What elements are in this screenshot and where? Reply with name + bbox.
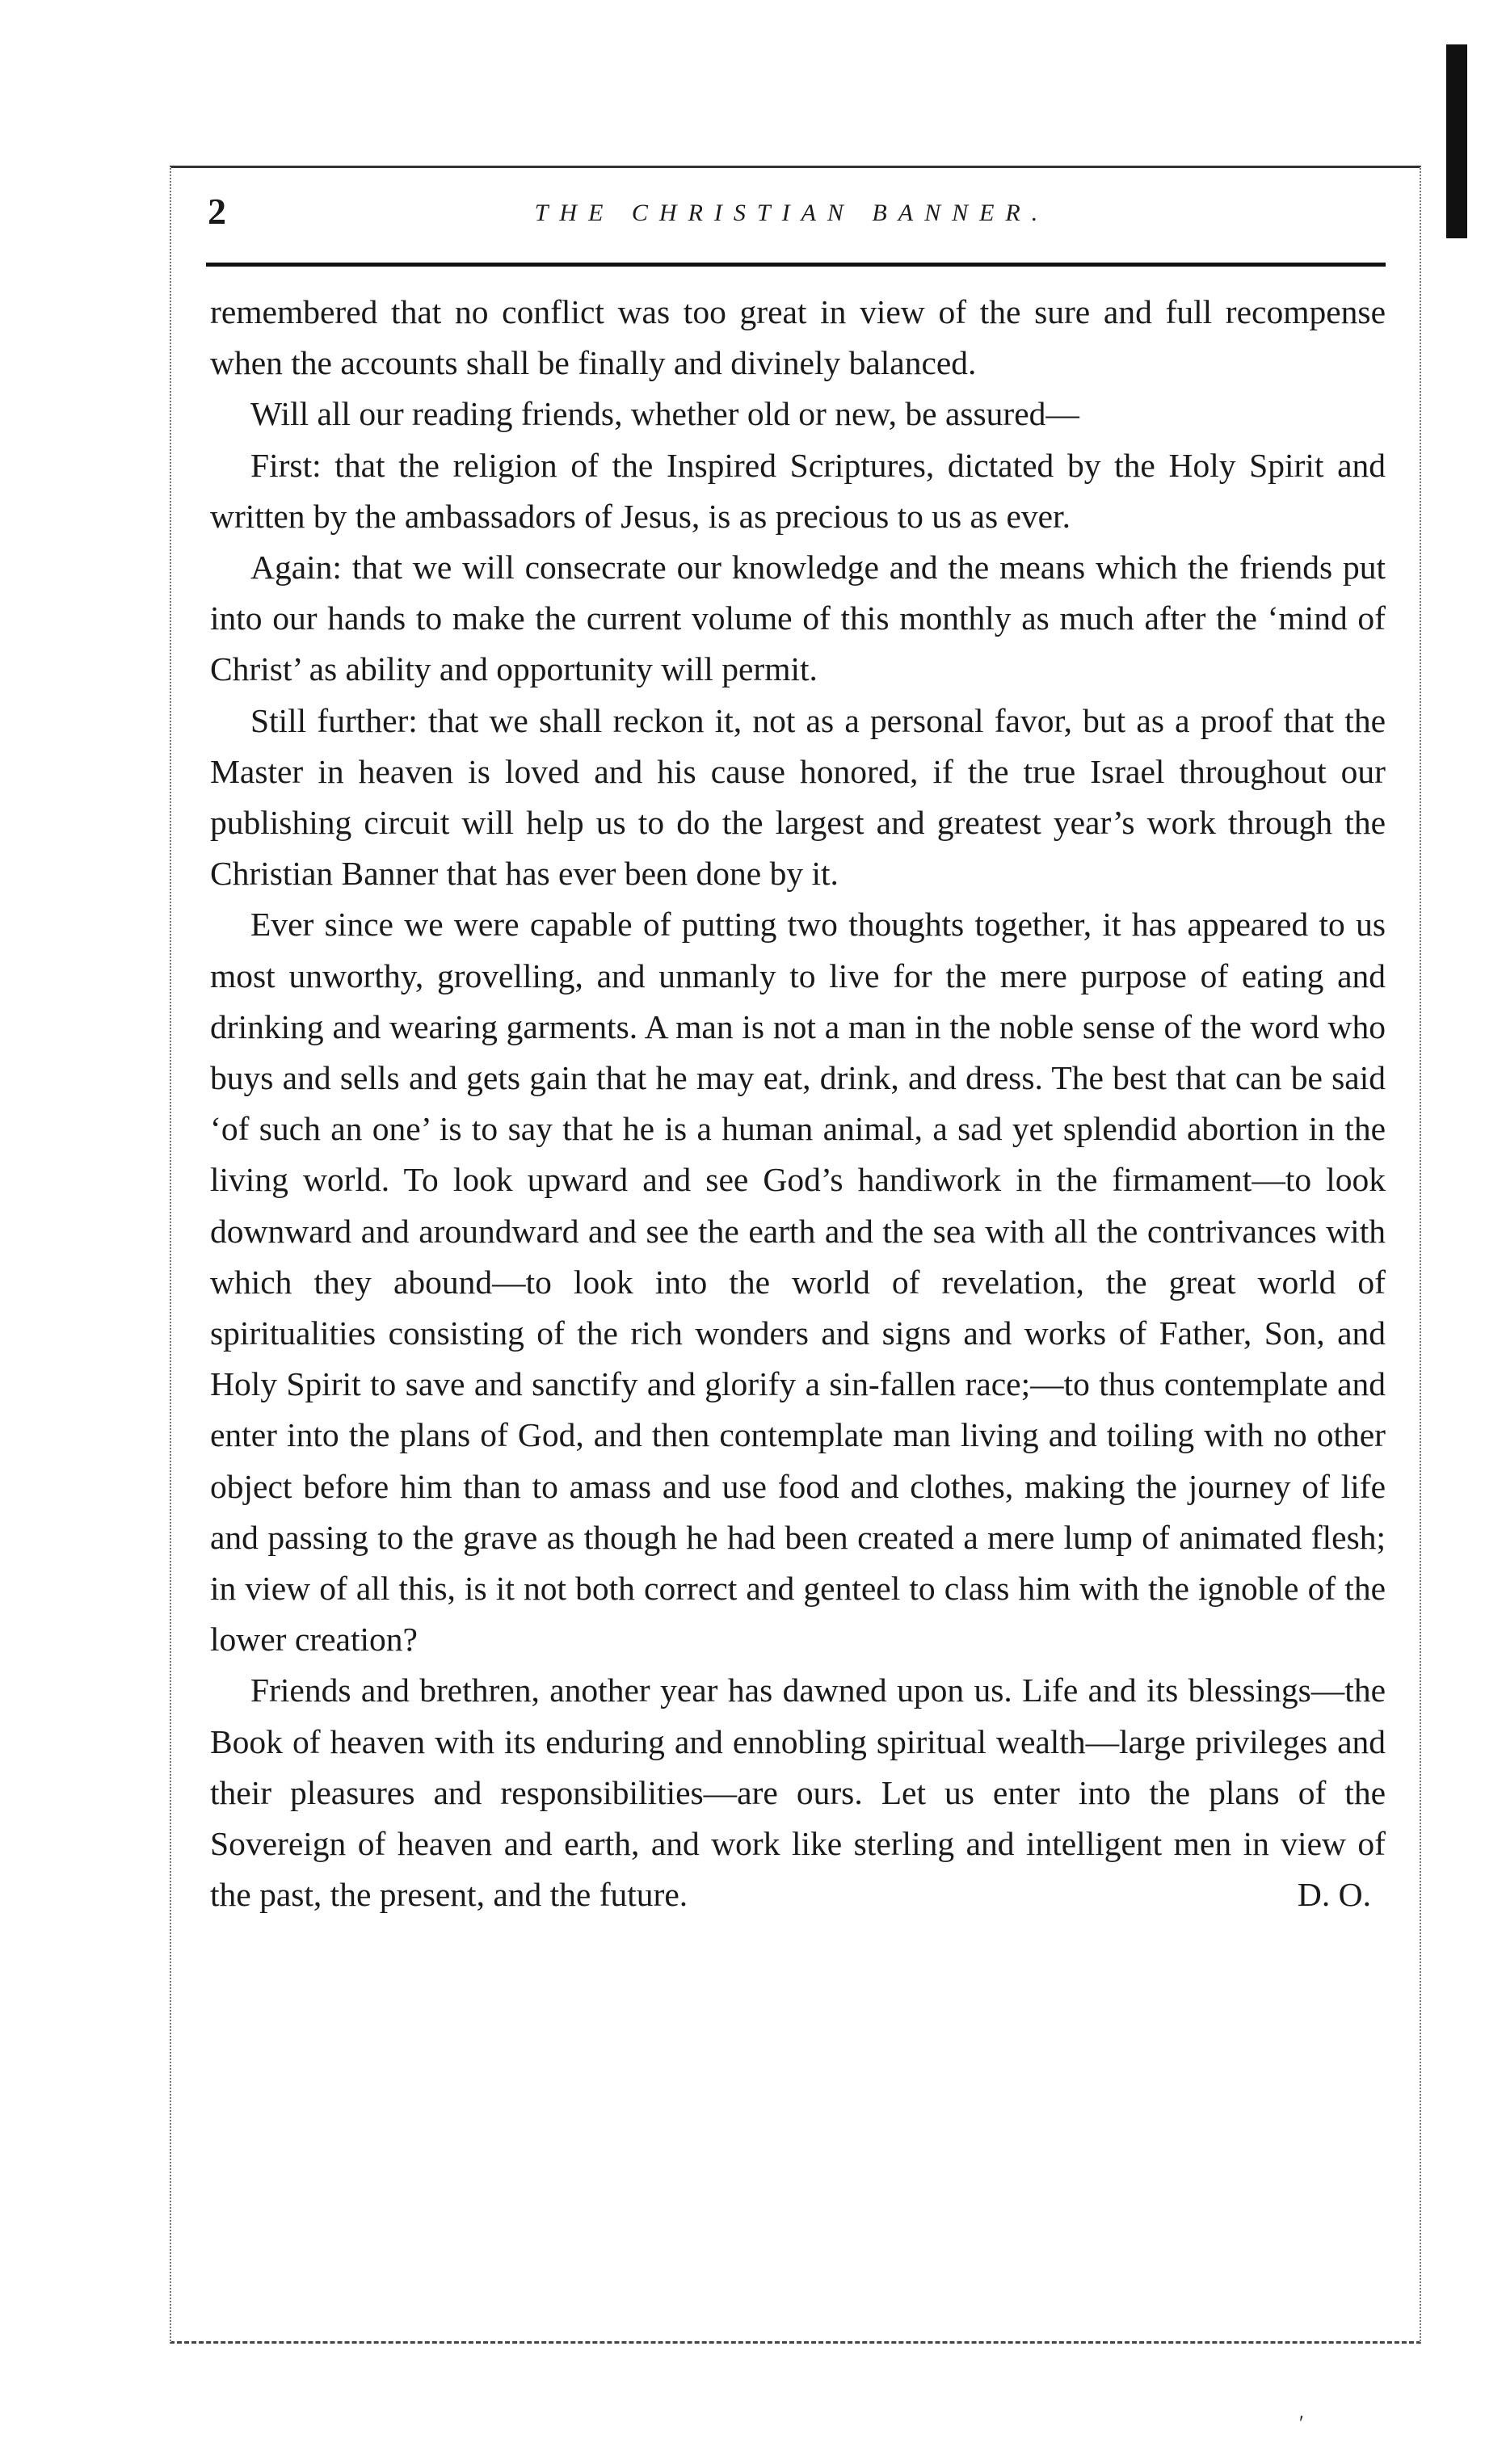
running-head [198,190,1386,246]
article-body [210,287,1386,1921]
page-edge-bar [1446,44,1467,238]
paragraph: Will all our reading friends, whether old or new, be assured— [250,395,1079,433]
paragraph-final [210,1665,1386,1920]
paragraph: Again: that we will consecrate our knowledge and the means which the friends put into our hands to make the current volume of this monthly as much after the ‘mind of Christ’ as ability and opportunity will permit. [210,549,1386,688]
paragraph-continued: remembered that no conflict was too great in view of the sure and full recompense when the accounts shall be finally and divinely balanced. [210,293,1386,382]
paragraph-final-text: Friends and brethren, another year has dawned upon us. Life and its blessings—the Book of heaven with its enduring and ennobling spiritual wealth—large privileges and their pleasures and responsibilities—are ours. Let us enter into the plans of the Sovereign of heaven and earth, and work like sterling and intelligent men in view of the past, the present, and the future. [210,1671,1386,1914]
paragraph: Ever since we were capable of putting two thoughts together, it has appeared to us most unworthy, grovelling, and unmanly to live for the mere purpose of eating and drinking and wearing garments. A man is not a man in the noble sense of the word who buys and sells and gets gain that he may eat, drink, and dress. The best that can be said ‘of such an one’ is to say that he is a human animal, a sad yet splendid abortion in the living world. To look upward and see God’s handiwork in the firmament—to look downward and aroundward and see the earth and the sea with all the contrivances with which they abound—to look into the world of revelation, the great world of spiritualities consisting of the rich wonders and signs and works of Father, Son, and Holy Spirit to save and sanctify and glorify a sin-fallen race;—to thus contemplate and enter into the plans of God, and then contemplate man living and toiling with no other object before him than to amass and use food and clothes, making the journey of life and passing to the grave as though he had been created a mere lump of animated flesh; in view of all this, is it not both correct and genteel to class him with the ignoble of the lower creation? [210,906,1386,1659]
running-title: THE CHRISTIAN BANNER. [534,200,1050,226]
page-number: 2 [208,191,226,232]
paragraph: Still further: that we shall reckon it, not as a personal favor, but as a proof that the Master in heaven is loved and his cause honored, if the true Israel throughout our publishing circuit will help us to do the largest and greatest year’s work through the Christian Banner that has ever been done by it. [210,701,1386,893]
header-rule [206,263,1386,267]
paragraph: First: that the religion of the Inspired Scriptures, dictated by the Holy Spirit and written by the ambassadors of Jesus, is as precious to us as ever. [210,446,1386,535]
signature: D. O. [1297,1876,1371,1914]
stray-mark: ′ [1299,2411,1304,2435]
